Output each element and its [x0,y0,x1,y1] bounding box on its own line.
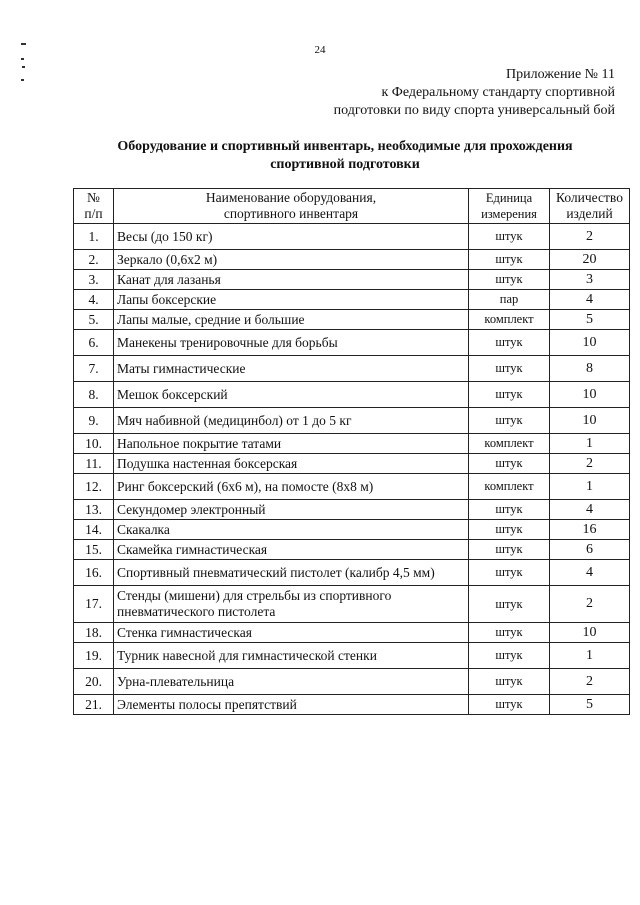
table-row [74,250,630,270]
row-quantity: 8 [550,356,630,382]
row-quantity: 4 [550,500,630,520]
row-number: 19. [74,643,114,669]
table-row [74,540,630,560]
row-name: Весы (до 150 кг) [114,224,469,250]
row-unit: штук [469,540,550,560]
row-unit: штук [469,454,550,474]
row-name: Напольное покрытие татами [114,434,469,454]
title-line-2: спортивной подготовки [270,157,420,172]
table-row [74,560,630,586]
row-number: 1. [74,224,114,250]
table-row [74,643,630,669]
row-unit: штук [469,643,550,669]
row-name: Спортивный пневматический пистолет (калибр 4,5 мм) [114,560,469,586]
row-name: Урна-плевательница [114,669,469,695]
row-quantity: 2 [550,224,630,250]
row-quantity: 4 [550,560,630,586]
row-unit: штук [469,560,550,586]
row-name: Стенка гимнастическая [114,623,469,643]
table-header-row [74,189,630,224]
row-quantity: 6 [550,540,630,560]
margin-mark [21,58,24,60]
table-row [74,474,630,500]
row-number: 18. [74,623,114,643]
table-row [74,290,630,310]
row-number: 6. [74,330,114,356]
appendix-line-3: подготовки по виду спорта универсальный бой [333,103,615,118]
margin-mark [22,66,25,68]
row-number: 10. [74,434,114,454]
row-unit: штук [469,695,550,715]
row-name: Мешок боксерский [114,382,469,408]
row-unit: штук [469,500,550,520]
equipment-table [73,188,630,715]
row-number: 2. [74,250,114,270]
row-quantity: 10 [550,330,630,356]
row-number: 4. [74,290,114,310]
appendix-line-1: Приложение № 11 [506,67,615,82]
header-name-line-1: Наименование оборудования, [205,190,377,205]
row-name: Стенды (мишени) для стрельбы из спортивного пневматического пистолета [114,586,469,623]
row-unit: штук [469,382,550,408]
row-number: 3. [74,270,114,290]
row-name: Лапы боксерские [114,290,469,310]
row-unit: комплект [469,434,550,454]
row-name: Турник навесной для гимнастической стенки [114,643,469,669]
title-line-1: Оборудование и спортивный инвентарь, необходимые для прохождения [117,139,573,154]
row-number: 21. [74,695,114,715]
row-unit: штук [469,586,550,623]
table-row [74,500,630,520]
header-quantity-line-2: изделий [566,206,613,221]
document-title [60,138,630,174]
row-number: 13. [74,500,114,520]
header-number-line-1: № [87,190,100,205]
row-number: 12. [74,474,114,500]
row-number: 14. [74,520,114,540]
row-name: Подушка настенная боксерская [114,454,469,474]
appendix-header [334,66,615,120]
row-name: Маты гимнастические [114,356,469,382]
row-name: Канат для лазанья [114,270,469,290]
row-unit: комплект [469,310,550,330]
row-number: 7. [74,356,114,382]
row-unit: штук [469,270,550,290]
header-name [114,189,469,224]
header-unit [469,189,550,224]
row-quantity: 10 [550,408,630,434]
row-quantity: 5 [550,695,630,715]
table-row [74,434,630,454]
row-quantity: 16 [550,520,630,540]
table-row [74,520,630,540]
row-name: Секундомер электронный [114,500,469,520]
table-row [74,695,630,715]
row-name: Элементы полосы препятствий [114,695,469,715]
header-unit-line-2: измерения [481,207,537,221]
row-quantity: 2 [550,586,630,623]
table-row [74,310,630,330]
table-row [74,669,630,695]
table-row [74,623,630,643]
row-unit: штук [469,408,550,434]
row-unit: комплект [469,474,550,500]
header-number-line-2: п/п [84,206,103,221]
header-name-line-2: спортивного инвентаря [223,206,359,221]
page-number: 24 [314,44,326,56]
margin-mark [21,79,24,81]
row-number: 8. [74,382,114,408]
row-quantity: 10 [550,623,630,643]
row-name: Ринг боксерский (6х6 м), на помосте (8х8 м) [114,474,469,500]
row-quantity: 1 [550,643,630,669]
row-number: 17. [74,586,114,623]
header-quantity [550,189,630,224]
header-quantity-line-1: Количество [556,190,623,205]
row-name: Скакалка [114,520,469,540]
table-row [74,330,630,356]
row-unit: штук [469,356,550,382]
row-name: Зеркало (0,6х2 м) [114,250,469,270]
table-row [74,270,630,290]
row-quantity: 2 [550,669,630,695]
row-quantity: 10 [550,382,630,408]
row-unit: штук [469,520,550,540]
row-quantity: 1 [550,474,630,500]
row-name: Скамейка гимнастическая [114,540,469,560]
row-quantity: 3 [550,270,630,290]
row-name: Лапы малые, средние и большие [114,310,469,330]
row-unit: штук [469,669,550,695]
row-number: 16. [74,560,114,586]
table-row [74,382,630,408]
appendix-line-2: к Федеральному стандарту спортивной [381,85,615,100]
table-row [74,224,630,250]
row-number: 15. [74,540,114,560]
table-row [74,356,630,382]
row-number: 5. [74,310,114,330]
row-number: 11. [74,454,114,474]
row-number: 9. [74,408,114,434]
header-number [74,189,114,224]
table-row [74,408,630,434]
row-unit: штук [469,330,550,356]
row-name: Манекены тренировочные для борьбы [114,330,469,356]
row-quantity: 2 [550,454,630,474]
table-row [74,454,630,474]
row-name: Мяч набивной (медицинбол) от 1 до 5 кг [114,408,469,434]
table-row [74,586,630,623]
row-quantity: 1 [550,434,630,454]
row-unit: штук [469,250,550,270]
row-number: 20. [74,669,114,695]
row-quantity: 20 [550,250,630,270]
row-unit: пар [469,290,550,310]
row-unit: штук [469,224,550,250]
row-quantity: 5 [550,310,630,330]
row-unit: штук [469,623,550,643]
row-quantity: 4 [550,290,630,310]
header-unit-line-1: Единица [485,191,533,205]
